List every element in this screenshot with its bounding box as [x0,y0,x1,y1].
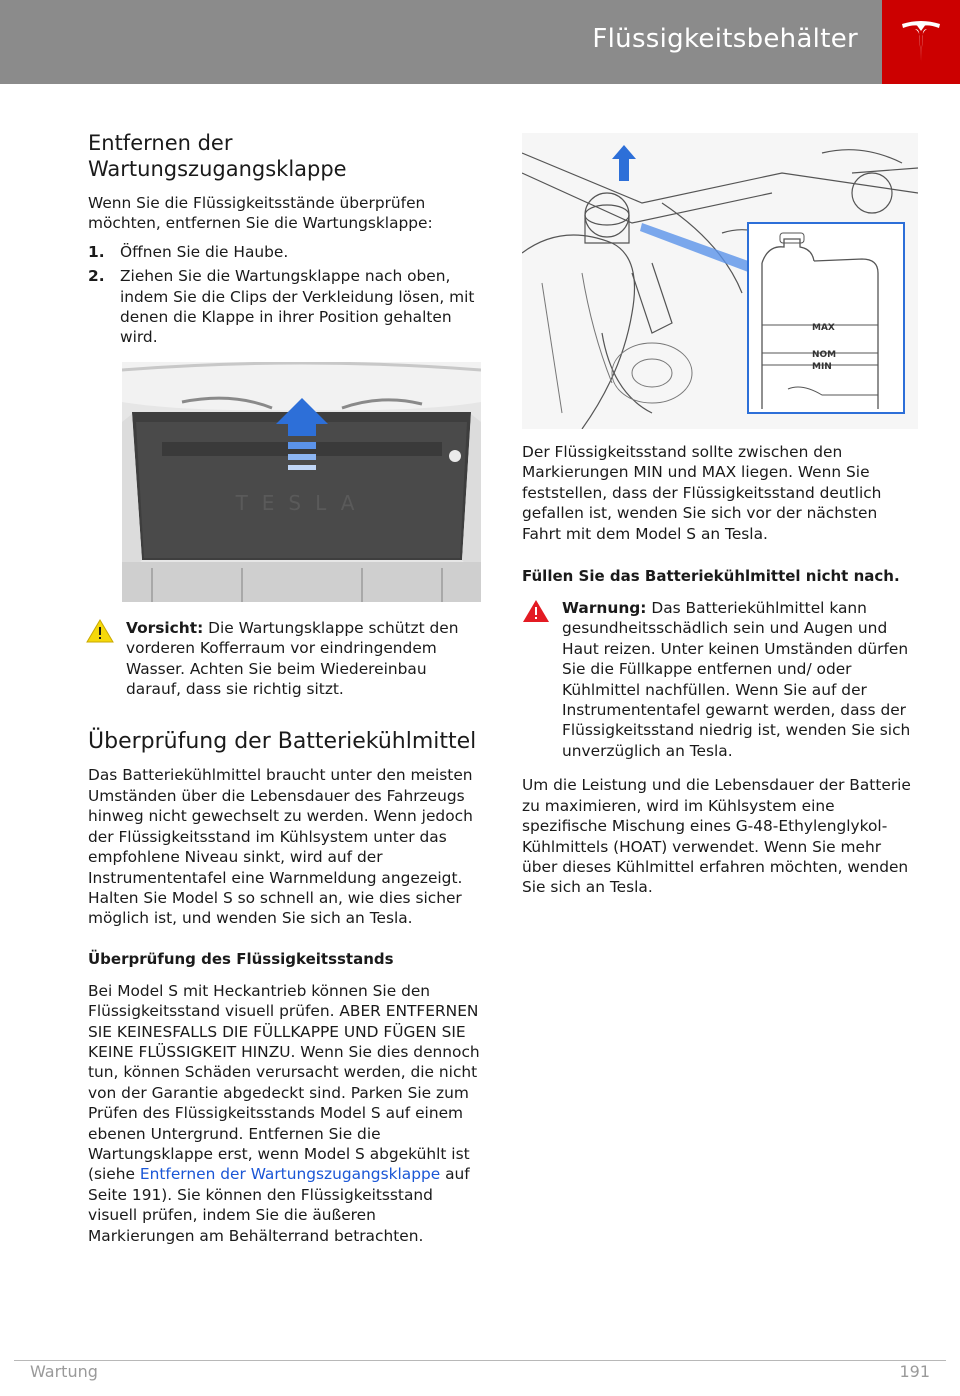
steps-list [88,242,480,348]
warning-icon [522,599,550,623]
max-mark-label: MAX [812,323,835,333]
reservoir-inset [748,223,904,413]
hoat-coolant-text: Um die Leistung und die Lebensdauer der Batterie zu maximieren, wird im Kühlsystem eine spezifische Mischung eines G-48-Ethylenglykol-Kühlmittels (HOAT) verwendet. Wenn Sie mehr über dieses Kühlmittel erfahren möchten, wenden Sie sich an Tesla. [522,776,911,897]
brand-logo [882,0,960,84]
min-mark-label: MIN [812,362,832,372]
left-column [88,130,480,1246]
maintenance-panel-photo [122,362,481,602]
no-refill-title: Füllen Sie das Batteriekühlmittel nicht nach. [522,567,900,586]
list-item: 1. Öffnen Sie die Haube. [88,242,289,261]
maintenance-panel-illustration [122,362,481,602]
footer-section: Wartung [30,1362,98,1381]
remove-panel-link[interactable]: Entfernen der Wartungszugangsklappe [139,1165,441,1184]
photo-emblem-text: TESLA [235,491,369,515]
section-title-battery-coolant: Überprüfung der Batteriekühlmittel [88,729,477,755]
page-number: 191 [899,1362,930,1381]
subsection-title-level-check: Überprüfung des Flüssigkeitsstands [88,949,394,968]
section-title-remove-panel: Entfernen der Wartungszugangsklappe [88,131,347,181]
level-check-body: Bei Model S mit Heckantrieb können Sie den Flüssigkeitsstand visuell prüfen. ABER ENTFERNEN SIE KEINESFALLS DIE FÜLLKAPPE UND FÜGEN SIE KEINE FLÜSSIGKEIT HINZU. Wenn Sie dies dennoch tun, können Schäden verursacht werden, die nicht von der Garantie abgedeckt sind. Parken Sie zum Prüfen des Flüssigkeitsstands Model S auf einem ebenen Untergrund. Entfernen Sie die Wartungsklappe erst, wenn Model S abgekühlt ist (siehe Entfernen der Wartungszugangsklappe auf Seite 191). Sie können den Flüssigkeitsstand visuell prüfen, indem Sie die äußeren Markierungen am Behälterrand betrachten. [88,981,480,1245]
page-header [0,0,960,84]
warning-callout: Warnung: Das Batteriekühlmittel kann gesundheitsschädlich sein und Augen und Haut reizen. Unter keinen Umständen dürfen Sie die Füllkappe entfernen und/ oder Kühlmittel nachfüllen. Wenn Sie auf der Instrumententafel gewarnt werden, dass der Flüssigkeitsstand niedrig ist, wenden Sie sich unverzüglich an Tesla. [522,598,918,761]
page-title: Flüssigkeitsbehälter [592,24,858,54]
nom-mark-label: NOM [812,350,837,360]
right-column [522,442,918,898]
level-range-text: Der Flüssigkeitsstand sollte zwischen den Markierungen MIN und MAX liegen. Wenn Sie feststellen, dass der Flüssigkeitsstand deutlich gefallen ist, wenden Sie sich vor der nächsten Fahrt mit dem Model S an Tesla. [522,443,882,543]
remove-panel-intro: Wenn Sie die Flüssigkeitsstände überprüfen möchten, entfernen Sie die Wartungsklappe: [88,194,433,233]
caution-callout: Vorsicht: Die Wartungsklappe schützt den vorderen Kofferraum vor eindringendem Wasser. Achten Sie beim Wiedereinbau darauf, dass sie richtig sitzt. [86,618,480,700]
list-item: 2. Ziehen Sie die Wartungsklappe nach oben, indem Sie die Clips der Verkleidung lösen, mit denen die Klappe in ihrer Position gehalten wird. [88,267,475,347]
tesla-logo-icon [901,20,941,64]
caution-icon [86,619,114,643]
footer-divider [14,1360,946,1361]
coolant-reservoir-illustration [522,133,918,429]
battery-coolant-body: Das Batteriekühlmittel braucht unter den meisten Umständen über die Lebensdauer des Fahrzeugs hinweg nicht gewechselt zu werden. Wenn jedoch der Flüssigkeitsstand im Kühlsystem unter das empfohlene Niveau sinkt, wird auf der Instrumententafel eine Warnmeldung angezeigt. Halten Sie Model S so schnell an, wie dies sicher möglich ist, und wenden Sie sich an Tesla. [88,766,473,928]
coolant-reservoir-diagram [522,133,918,429]
